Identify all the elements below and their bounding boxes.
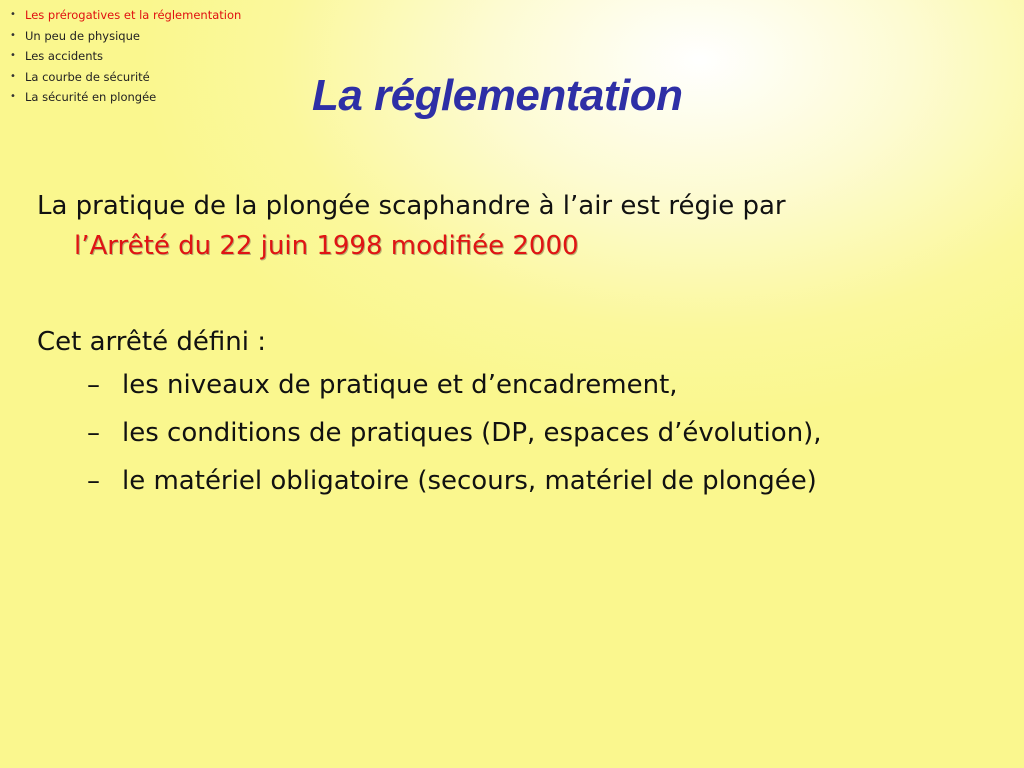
dash-bullet: – [87, 418, 100, 448]
nav-item-label: Un peu de physique [25, 28, 140, 43]
list-item [37, 368, 997, 402]
nav-item-label: Les accidents [25, 49, 103, 63]
nav-item-label: La courbe de sécurité [25, 69, 150, 84]
regulation-reference: l’Arrêté du 22 juin 1998 modifiée 2000 [74, 231, 579, 261]
nav-item-accidents[interactable] [8, 46, 241, 67]
intro-line: La pratique de la plongée scaphandre à l’air est régie par [37, 191, 786, 221]
dash-bullet: – [87, 466, 100, 496]
section-nav [8, 5, 241, 108]
list-item-text: les conditions de pratiques (DP, espaces d’évolution), [122, 418, 822, 448]
slide-body [37, 186, 997, 512]
intro-paragraph [37, 186, 997, 266]
nav-item-courbe[interactable] [8, 67, 241, 88]
slide-title: La réglementation [312, 71, 683, 120]
defines-list [37, 368, 997, 498]
nav-item-label: Les prérogatives et la réglementation [25, 8, 242, 22]
list-item-text: les niveaux de pratique et d’encadrement, [122, 370, 678, 400]
nav-item-label: La sécurité en plongée [25, 90, 157, 104]
list-item-text: le matériel obligatoire (secours, matériel de plongée) [122, 466, 817, 496]
list-item [37, 464, 997, 498]
nav-item-physique[interactable] [8, 26, 241, 47]
nav-item-prerogatives[interactable] [8, 5, 241, 26]
nav-item-securite[interactable] [8, 87, 241, 108]
list-item [37, 416, 997, 450]
dash-bullet: – [87, 370, 100, 400]
defines-heading: Cet arrêté défini : [37, 327, 266, 357]
